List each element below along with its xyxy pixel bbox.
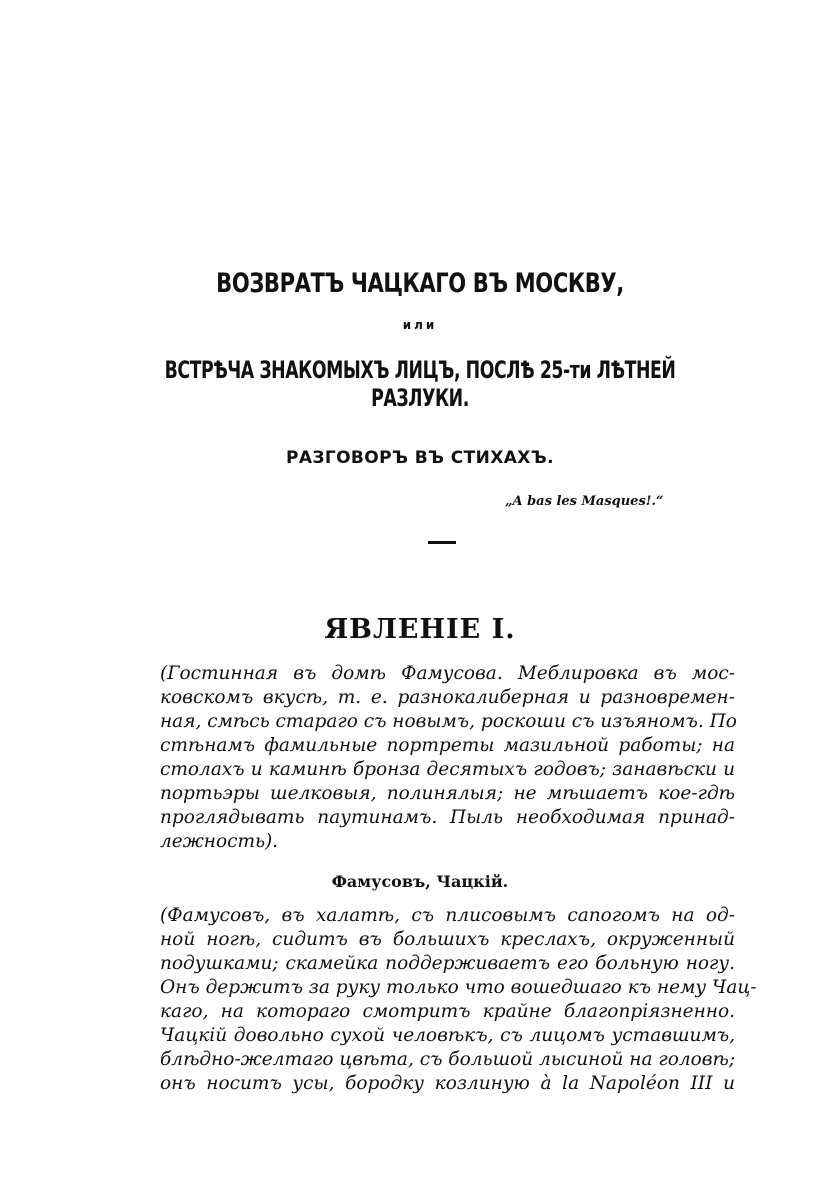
page-title: ВОЗВРАТЪ ЧАЦКАГО ВЪ МОСКВУ, (216, 268, 624, 299)
epigraph: „A bas les Masques!.“ (505, 494, 664, 509)
page-subtitle: ВСТРѢЧА ЗНАКОМЫХЪ ЛИЦЪ, ПОСЛѢ 25-ти ЛѢТНЕЙ РАЗЛУКИ. (164, 356, 676, 412)
text-line: ковскомъ вкусѣ, т. е. разнокалиберная и разновремен- (160, 687, 735, 708)
text-line: каго, на котораго смотритъ крайне благопрiязненно. (160, 1001, 735, 1022)
section-divider (428, 541, 456, 544)
text-line: (Фамусовъ, въ халатѣ, съ плисовымъ сапогомъ на од- (160, 905, 735, 926)
text-line: столахъ и каминѣ бронза десятыхъ годовъ; занавѣски и (160, 759, 735, 780)
scene-heading: ЯВЛЕНIЕ I. (324, 614, 516, 645)
characters-heading: Фамусовъ, Чацкiй. (331, 872, 509, 891)
stage-direction-characters (160, 904, 757, 1096)
title-connector: или (402, 318, 438, 332)
text-line: Онъ держитъ за руку только что вошедшаго къ нему Чац- (160, 977, 757, 998)
text-line: лежность). (160, 831, 279, 852)
conversation-label: РАЗГОВОРЪ ВЪ СТИХАХЪ. (285, 448, 555, 468)
text-line: онъ носитъ усы, бородку козлиную à la Napoléon III и (160, 1073, 735, 1094)
text-line: Чацкiй довольно сухой человѣкъ, съ лицомъ уставшимъ, (160, 1025, 735, 1046)
text-line: блѣдно-желтаго цвѣта, съ большой лысиной на головѣ; (160, 1049, 736, 1070)
stage-direction-setting (160, 662, 735, 854)
text-line: ная, смѣсь стараго съ новымъ, роскоши съ изъяномъ. По (160, 711, 737, 732)
text-line: проглядывать паутинамъ. Пыль необходимая принад- (160, 807, 735, 828)
text-line: (Гостинная въ домѣ Фамусова. Меблировка въ мос- (160, 663, 735, 684)
text-line: стѣнамъ фамильные портреты мазильной работы; на (160, 735, 735, 756)
text-line: подушками; скамейка поддерживаетъ его больную ногу. (160, 953, 735, 974)
text-line: портьэры шелковыя, полинялыя; не мѣшаетъ кое-гдѣ (160, 783, 735, 804)
text-line: ной ногѣ, сидитъ въ большихъ креслахъ, окруженный (160, 929, 735, 950)
